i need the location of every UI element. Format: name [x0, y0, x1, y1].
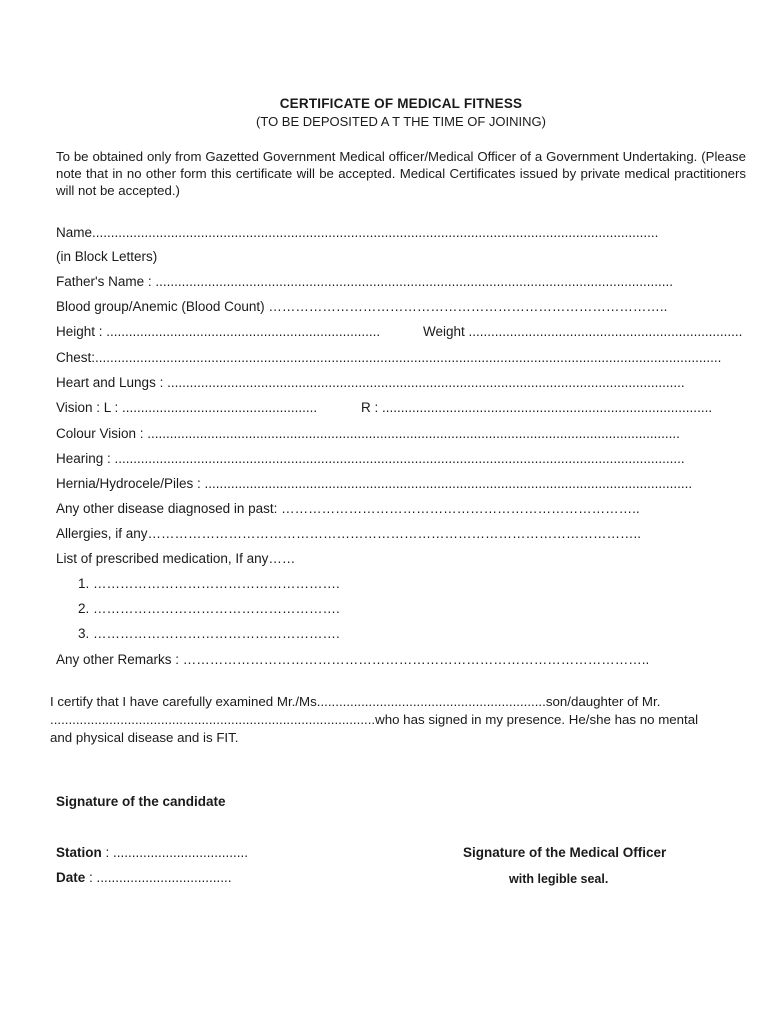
- field-other-disease: Any other disease diagnosed in past: ……………………………………………………………………..: [56, 501, 640, 516]
- date-label: Date: [56, 870, 86, 885]
- field-vision-right: R : ........................................................................................: [361, 400, 713, 415]
- field-hearing: Hearing : ........................................................................................................................................................: [56, 451, 685, 466]
- certificate-title: CERTIFICATE OF MEDICAL FITNESS: [279, 96, 523, 111]
- field-vision-left: Vision : L : ....................................................: [56, 400, 318, 415]
- field-height: Height : .........................................................................: [56, 324, 381, 339]
- field-block-letters: (in Block Letters): [56, 249, 158, 264]
- field-colour-vision: Colour Vision : ..............................................................................................................................................: [56, 426, 680, 441]
- field-medication: List of prescribed medication, If any……: [56, 551, 296, 566]
- field-name: Name.......................................................................................................................................................: [56, 225, 659, 240]
- medication-item: 3. ……………………………………………….: [78, 626, 340, 641]
- certification-statement: [50, 693, 744, 747]
- medication-item: 2. ……………………………………………….: [78, 601, 340, 616]
- date-value: : ....................................: [85, 870, 232, 885]
- certify-line-3: and physical disease and is FIT.: [50, 730, 239, 745]
- field-chest: Chest:.......................................................................................................................................................................: [56, 350, 722, 365]
- field-hernia: Hernia/Hydrocele/Piles : ..................................................................................................................................: [56, 476, 693, 491]
- legible-seal-note: with legible seal.: [509, 872, 609, 886]
- date-field: [56, 870, 232, 885]
- medication-item: 1. ……………………………………………….: [78, 576, 340, 591]
- certify-line-2: ........................................................................................who has signed in my presence. He/she has no mental: [50, 712, 699, 727]
- station-value: : ....................................: [101, 845, 249, 860]
- medical-officer-signature-label: Signature of the Medical Officer: [463, 845, 667, 860]
- field-heart-lungs: Heart and Lungs : ..........................................................................................................................................: [56, 375, 685, 390]
- station-label: Station: [56, 845, 102, 860]
- certificate-subtitle: (TO BE DEPOSITED A T THE TIME OF JOINING): [256, 114, 546, 129]
- field-father-name: Father's Name : ..........................................................................................................................................: [56, 274, 673, 289]
- station-field: [56, 845, 248, 860]
- field-weight: Weight .........................................................................: [423, 324, 743, 339]
- field-blood-group: Blood group/Anemic (Blood Count) ……………………………………………………………………………..: [56, 299, 668, 314]
- candidate-signature-label: Signature of the candidate: [56, 794, 226, 809]
- field-remarks: Any other Remarks : …………………………………………………………………………………………..: [56, 652, 650, 667]
- field-allergies: Allergies, if any………………………………………………………………………………………………..: [56, 526, 642, 541]
- certify-line-1: I certify that I have carefully examined Mr./Ms..............................................................son/daughter of Mr.: [50, 694, 661, 709]
- intro-paragraph: To be obtained only from Gazetted Government Medical officer/Medical Officer of a Government Undertaking. (Please note that in no other form this certificate will be accepted. Medical Certificates issued by private medical practitioners will not be accepted.): [56, 149, 746, 198]
